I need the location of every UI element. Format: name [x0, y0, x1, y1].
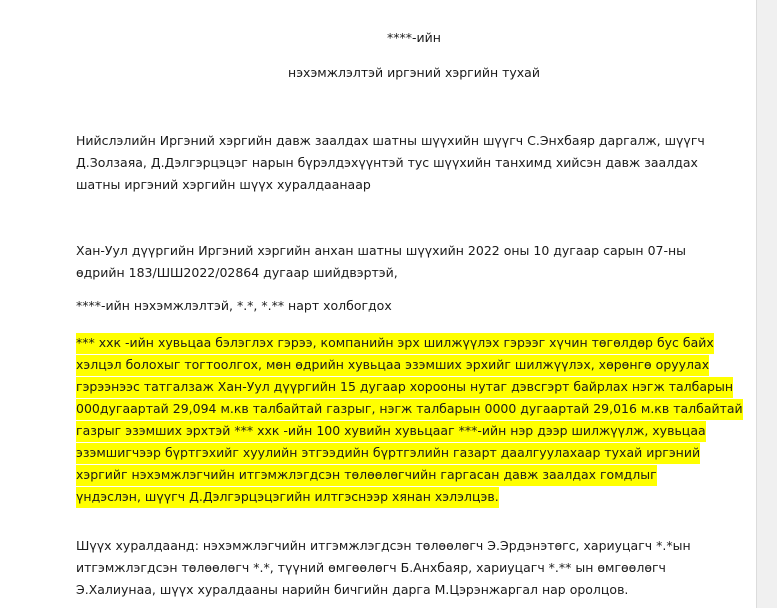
paragraph-line: шатны иргэний хэргийн шүүх хуралдаанаар — [76, 177, 371, 192]
highlighted-line: гэрээнээс татгалзаж Хан-Уул дүүргийн 15 дугаар хорооны нутаг дэвсгэрт байрлах нэгж талбарын — [76, 377, 733, 398]
paragraph-line: Д.Золзаяа, Д.Дэлгэрцэцэг нарын бүрэлдэхүүнтэй тус шүүхийн танхимд хийсэн давж заалдах — [76, 155, 698, 170]
paragraph-line: Э.Халиунаа, шүүх хуралдааны нарийн бичгийн дарга М.Цэрэнжаргал нар оролцов. — [76, 582, 629, 597]
highlighted-line: хэлцэл болохыг тогтоолгох, мөн өдрийн хувьцаа эзэмших эрхийг шилжүүлэх, хөрөнгө оруулах — [76, 355, 709, 376]
highlighted-line: хэргийг нэхэмжлэгчийн итгэмжлэгдсэн төлөөлөгчийн гаргасан давж заалдах гомдлыг — [76, 465, 657, 486]
highlighted-line: газрыг эзэмших эрхтэй *** ххк -ийн 100 хувийн хувьцааг ***-ийн нэр дээр шилжүүлж, хувьцаа — [76, 421, 706, 442]
document-subtitle: нэхэмжлэлтэй иргэний хэргийн тухай — [288, 65, 540, 80]
paragraph-court-composition — [76, 130, 752, 196]
paragraph-line: итгэмжлэгдсэн төлөөлөгч *.*, түүний өмгөөлөгч Б.Анхбаяр, хариуцагч *.** ын өмгөөлөгч — [76, 560, 666, 575]
paragraph-line: Шүүх хуралдаанд: нэхэмжлэгчийн итгэмжлэгдсэн төлөөлөгч Э.Эрдэнэтөгс, хариуцагч *.*ын — [76, 538, 691, 553]
paragraph-first-instance-decision — [76, 240, 752, 284]
highlighted-line: 000дугаартай 29,094 м.кв талбайтай газрыг, нэгж талбарын 0000 дугаартай 29,016 м.кв талбайтай — [76, 399, 743, 420]
paragraph-claim-highlighted — [76, 332, 752, 508]
document-title: ****-ийн — [387, 30, 441, 45]
paragraph-line: өдрийн 183/ШШ2022/02864 дугаар шийдвэртэй, — [76, 265, 398, 280]
highlighted-line: *** ххк -ийн хувьцаа бэлэглэх гэрээ, компанийн эрх шилжүүлэх гэрээг хүчин төгөлдөр бус байх — [76, 333, 714, 354]
highlighted-line: үндэслэн, шүүгч Д.Дэлгэрцэцэгийн илтгэснээр хянан хэлэлцэв. — [76, 487, 499, 508]
paragraph-hearing-participants — [76, 535, 752, 601]
paragraph-line: Хан-Уул дүүргийн Иргэний хэргийн анхан шатны шүүхийн 2022 оны 10 дугаар сарын 07-ны — [76, 243, 687, 258]
paragraph-line: ****-ийн нэхэмжлэлтэй, *.*, *.** нарт холбогдох — [76, 298, 392, 313]
highlighted-line: эзэмшигчээр бүртгэхийг хуулийн этгээдийн бүртгэлийн газарт даалгуулахаар тухай иргэний — [76, 443, 700, 464]
paragraph-line: Нийслэлийн Иргэний хэргийн давж заалдах шатны шүүхийн шүүгч С.Энхбаяр даргалж, шүүгч — [76, 133, 705, 148]
paragraph-parties — [76, 295, 752, 317]
window-edge-scrollbar[interactable] — [756, 0, 777, 608]
